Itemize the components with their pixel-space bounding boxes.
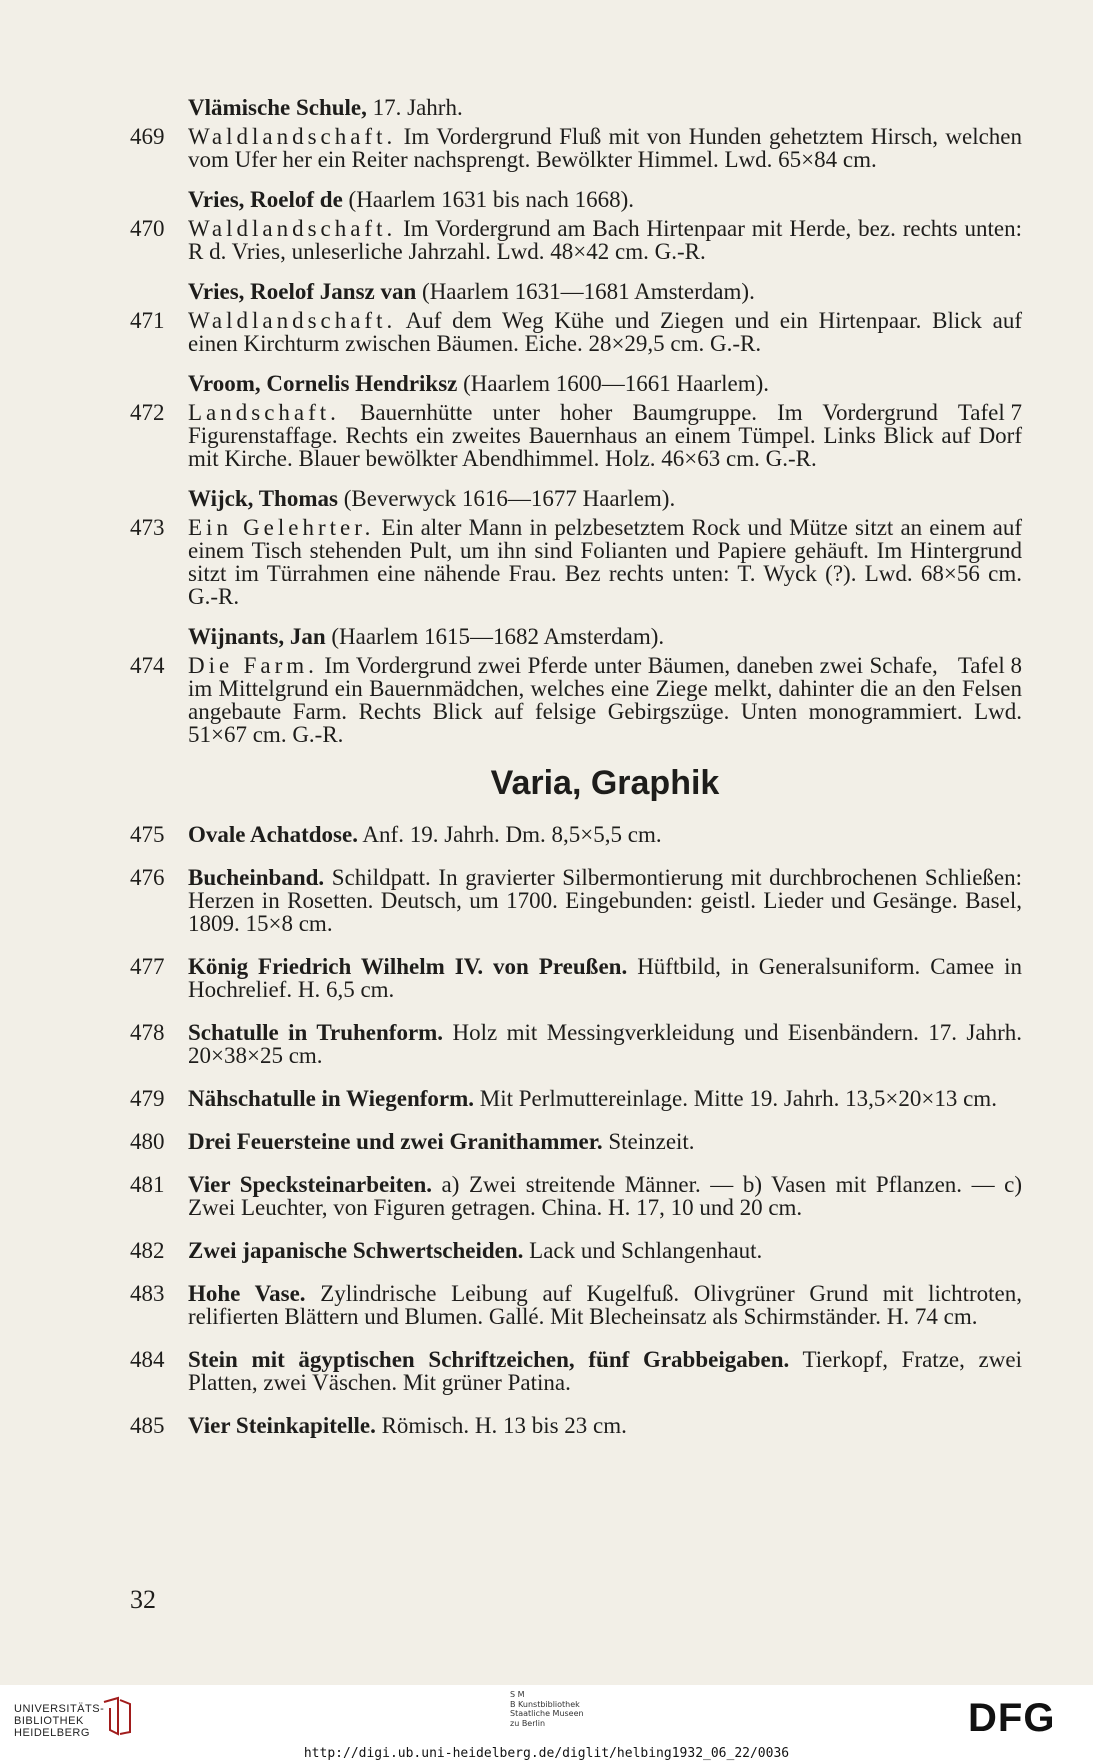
lot-entry	[130, 1021, 1022, 1067]
lot-title: Ovale Achatdose.	[188, 822, 358, 847]
lot-title: Vier Specksteinarbeiten.	[188, 1172, 432, 1197]
lot-description: Anf. 19. Jahrh. Dm. 8,5×5,5 cm.	[357, 822, 662, 847]
artist-heading	[130, 625, 1022, 648]
lot-title: Waldlandschaft.	[188, 216, 397, 241]
lot-number: 472	[130, 400, 165, 425]
lot-title: Nähschatulle in Wiegenform.	[188, 1086, 475, 1111]
lot-description: Ein alter Mann in pelzbesetztem Rock und Mütze sitzt an einem auf einem Tisch stehenden Pult, um ihn sind Folianten und Papiere gehäuft. Im Hintergrund sitzt im Türrahmen eine nähende Frau. Bez rechts unten: T. Wyck (?). Lwd. 68×56 cm. G.-R.	[188, 515, 1022, 609]
lot-entry	[130, 516, 1022, 608]
lot-number: 477	[130, 954, 165, 979]
artist-heading	[130, 280, 1022, 303]
source-url[interactable]: http://digi.ub.uni-heidelberg.de/diglit/helbing1932_06_22/0036	[303, 1746, 790, 1761]
lot-entry	[130, 1173, 1022, 1219]
artist-info: (Beverwyck 1616—1677 Haarlem).	[337, 486, 676, 511]
artist-heading	[130, 188, 1022, 211]
lot-entry	[130, 125, 1022, 171]
artist-info: (Haarlem 1615—1682 Amsterdam).	[325, 624, 665, 649]
lot-title: Vier Steinkapitelle.	[188, 1413, 376, 1438]
library-logo-icon	[100, 1696, 134, 1736]
lot-entry	[130, 1239, 1022, 1262]
lot-number: 483	[130, 1281, 165, 1306]
artist-info: 17. Jahrh.	[366, 95, 463, 120]
page-number: 32	[130, 1585, 156, 1614]
catalogue-list	[130, 96, 1022, 1457]
lot-entry	[130, 1087, 1022, 1110]
lot-title: Stein mit ägyptischen Schriftzeichen, fünf Grabbeigaben.	[188, 1347, 790, 1372]
museum-stamp	[510, 1690, 584, 1728]
lot-number: 473	[130, 515, 165, 540]
lot-number: 475	[130, 822, 165, 847]
lot-title: Waldlandschaft.	[188, 124, 397, 149]
stamp-line: B Kunstbibliothek	[510, 1699, 580, 1709]
lot-title: Die Farm.	[188, 653, 318, 678]
lot-entry	[130, 1348, 1022, 1394]
lot-title: Zwei japanische Schwertscheiden.	[188, 1238, 524, 1263]
lot-description: Im Vordergrund am Bach Hirtenpaar mit Herde, bez. rechts unten: R d. Vries, unleserliche Jahrzahl. Lwd. 48×42 cm. G.-R.	[188, 216, 1022, 264]
lot-number: 480	[130, 1129, 165, 1154]
stamp-line: S M	[510, 1690, 525, 1699]
lot-number: 471	[130, 308, 165, 333]
lot-description: Hüftbild, in Generalsuniform. Camee in Hochrelief. H. 6,5 cm.	[188, 954, 1022, 1002]
artist-info: (Haarlem 1600—1661 Haarlem).	[457, 371, 770, 396]
plate-reference: Tafel 7	[957, 400, 1022, 425]
lot-title: Landschaft.	[188, 400, 340, 425]
library-name	[14, 1703, 104, 1739]
lot-number: 469	[130, 124, 165, 149]
plate-reference: Tafel 8	[957, 653, 1022, 678]
lot-description: Zylindrische Leibung auf Kugelfuß. Olivgrüner Grund mit lichtroten, relifierten Blättern und Blumen. Gallé. Mit Blecheinsatz als Schirmständer. H. 74 cm.	[188, 1281, 1023, 1329]
lot-title: Drei Feuersteine und zwei Granithammer.	[188, 1129, 603, 1154]
lot-number: 482	[130, 1238, 165, 1263]
artist-name: Vries, Roelof de	[188, 187, 343, 212]
lot-description: Römisch. H. 13 bis 23 cm.	[375, 1413, 627, 1438]
lot-description: Steinzeit.	[602, 1129, 695, 1154]
lot-description: Lack und Schlangenhaut.	[523, 1238, 763, 1263]
lot-description: Im Vordergrund zwei Pferde unter Bäumen, daneben zwei Schafe, im Mittelgrund ein Bauernmädchen, welches eine Ziege melkt, dahinter die an den Felsen angebaute Farm. Rechts Blick auf felsige Gebirgszüge. Unten monogrammiert. Lwd. 51×67 cm. G.-R.	[188, 653, 1022, 747]
lot-entry	[130, 217, 1022, 263]
lot-number: 479	[130, 1086, 165, 1111]
artist-name: Wijnants, Jan	[188, 624, 326, 649]
lot-description: Holz mit Messingverkleidung und Eisenbändern. 17. Jahrh. 20×38×25 cm.	[188, 1020, 1022, 1068]
library-line-1: UNIVERSITÄTS-	[14, 1703, 105, 1715]
lot-number: 478	[130, 1020, 165, 1045]
lot-entry	[130, 309, 1022, 355]
lot-title: Hohe Vase.	[188, 1281, 306, 1306]
artist-name: Vries, Roelof Jansz van	[188, 279, 417, 304]
lot-entry	[130, 1414, 1022, 1437]
lot-title: Waldlandschaft.	[188, 308, 397, 333]
lot-description: Bauernhütte unter hoher Baumgruppe. Im Vordergrund Figurenstaffage. Rechts ein zweites Bauernhaus an einem Tümpel. Links Blick auf Dorf mit Kirche. Blauer bewölkter Abendhimmel. Holz. 46×63 cm. G.-R.	[188, 400, 1022, 471]
lot-title: Ein Gelehrter.	[188, 515, 375, 540]
lot-number: 481	[130, 1172, 165, 1197]
lot-entry	[130, 955, 1022, 1001]
lot-description: Schildpatt. In gravierter Silbermontierung mit durchbrochenen Schließen: Herzen in Rosetten. Deutsch, um 1700. Eingebunden: geistl. Lieder und Gesänge. Basel, 1809. 15×8 cm.	[188, 865, 1022, 936]
lot-entry	[130, 401, 1022, 470]
stamp-line: zu Berlin	[510, 1718, 546, 1728]
lot-number: 470	[130, 216, 165, 241]
lot-number: 484	[130, 1347, 165, 1372]
lot-description: Tierkopf, Fratze, zwei Platten, zwei Väschen. Mit grüner Patina.	[188, 1347, 1022, 1395]
library-line-3: HEIDELBERG	[14, 1727, 90, 1739]
dfg-logo: DFG	[968, 1696, 1056, 1740]
artist-info: (Haarlem 1631—1681 Amsterdam).	[416, 279, 755, 304]
lot-description: Mit Perlmuttereinlage. Mitte 19. Jahrh. 13,5×20×13 cm.	[474, 1086, 997, 1111]
lot-entry	[130, 1130, 1022, 1153]
artist-name: Vlämische Schule,	[188, 95, 367, 120]
artist-info: (Haarlem 1631 bis nach 1668).	[342, 187, 635, 212]
section-title: Varia, Graphik	[490, 764, 720, 802]
artist-name: Wijck, Thomas	[188, 486, 338, 511]
lot-title: Bucheinband.	[188, 865, 325, 890]
lot-entry	[130, 654, 1022, 746]
library-line-2: BIBLIOTHEK	[14, 1715, 84, 1727]
lot-number: 485	[130, 1413, 165, 1438]
artist-heading	[130, 372, 1022, 395]
artist-heading	[130, 96, 1022, 119]
lot-description: Im Vordergrund Fluß mit von Hunden gehetztem Hirsch, welchen vom Ufer her ein Reiter nachsprengt. Bewölkter Himmel. Lwd. 65×84 cm.	[188, 124, 1022, 172]
artist-heading	[130, 487, 1022, 510]
stamp-line: Staatliche Museen	[510, 1709, 584, 1718]
lot-entry	[130, 866, 1022, 935]
lot-title: König Friedrich Wilhelm IV. von Preußen.	[188, 954, 628, 979]
lot-description: Auf dem Weg Kühe und Ziegen und ein Hirtenpaar. Blick auf einen Kirchturm zwischen Bäumen. Eiche. 28×29,5 cm. G.-R.	[188, 308, 1022, 356]
lot-number: 474	[130, 653, 165, 678]
lot-description: a) Zwei streitende Männer. — b) Vasen mit Pflanzen. — c) Zwei Leuchter, von Figuren getragen. China. H. 17, 10 und 20 cm.	[188, 1172, 1022, 1220]
lot-entry	[130, 823, 1022, 846]
artist-name: Vroom, Cornelis Hendriksz	[188, 371, 458, 396]
lot-entry	[130, 1282, 1022, 1328]
lot-number: 476	[130, 865, 165, 890]
lot-title: Schatulle in Truhenform.	[188, 1020, 444, 1045]
